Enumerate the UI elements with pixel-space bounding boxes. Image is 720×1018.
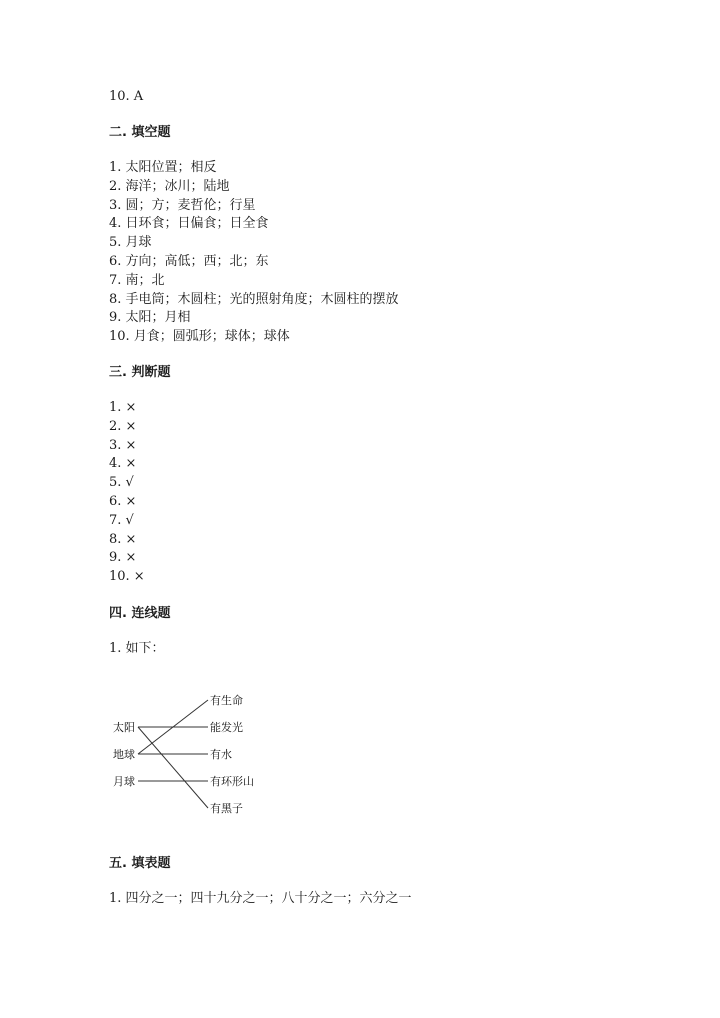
judge-answer: 2. × bbox=[109, 418, 137, 434]
match-right-sunspot: 有黑子 bbox=[210, 802, 243, 815]
judge-answer: 10. × bbox=[109, 569, 145, 585]
judge-answer: 6. × bbox=[109, 493, 137, 509]
match-left-moon: 月球 bbox=[113, 775, 135, 788]
section-title-fill-blank: 二. 填空题 bbox=[109, 125, 171, 140]
fill-blank-answer: 5. 月球 bbox=[109, 235, 152, 251]
fill-blank-answer: 3. 圆；方；麦哲伦；行星 bbox=[109, 197, 256, 213]
judge-answer: 3. × bbox=[109, 437, 137, 453]
fill-blank-answer: 2. 海洋；冰川；陆地 bbox=[109, 178, 230, 194]
match-line-sun-sunspot bbox=[138, 727, 208, 808]
match-right-crater: 有环形山 bbox=[210, 775, 254, 788]
judge-answer: 7. √ bbox=[109, 512, 134, 528]
fill-blank-answer-list bbox=[109, 159, 399, 347]
match-right-light: 能发光 bbox=[210, 721, 243, 734]
fill-blank-answer: 4. 日环食；日偏食；日全食 bbox=[109, 216, 269, 232]
fill-blank-answer: 1. 太阳位置；相反 bbox=[109, 160, 217, 175]
prev-answer-10: 10. A bbox=[109, 89, 144, 104]
section-title-match: 四. 连线题 bbox=[109, 606, 171, 621]
fill-blank-answer: 6. 方向；高低；西；北；东 bbox=[109, 253, 269, 269]
match-intro: 1. 如下： bbox=[109, 641, 165, 656]
section-title-judge: 三. 判断题 bbox=[109, 365, 171, 380]
match-left-earth: 地球 bbox=[113, 748, 135, 761]
judge-answer: 8. × bbox=[109, 531, 137, 547]
judge-answer: 5. √ bbox=[109, 475, 134, 491]
judge-answer: 4. × bbox=[109, 456, 137, 472]
judge-answer-list bbox=[109, 399, 145, 587]
judge-answer: 1. × bbox=[109, 400, 137, 415]
judge-answer: 9. × bbox=[109, 550, 137, 566]
match-right-life: 有生命 bbox=[210, 694, 243, 707]
matching-diagram bbox=[100, 680, 320, 830]
match-right-water: 有水 bbox=[210, 748, 232, 761]
fill-blank-answer: 9. 太阳；月相 bbox=[109, 310, 191, 326]
section-title-table: 五. 填表题 bbox=[109, 856, 171, 871]
fill-blank-answer: 8. 手电筒；木圆柱；光的照射角度；木圆柱的摆放 bbox=[109, 291, 399, 307]
fill-blank-answer: 7. 南；北 bbox=[109, 272, 165, 288]
match-left-sun: 太阳 bbox=[113, 721, 135, 734]
table-answer: 1. 四分之一；四十九分之一；八十分之一；六分之一 bbox=[109, 891, 412, 906]
fill-blank-answer: 10. 月食；圆弧形；球体；球体 bbox=[109, 329, 290, 345]
